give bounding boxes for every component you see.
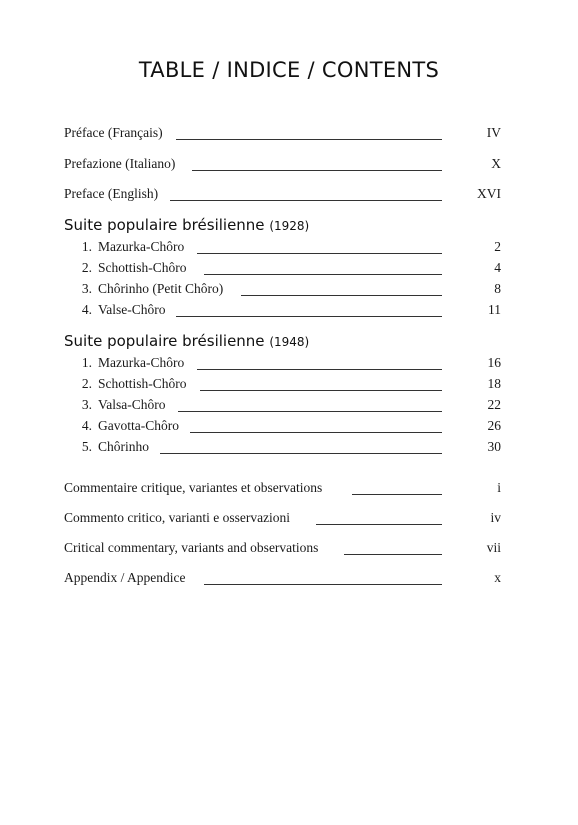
toc-page-number: 30 bbox=[487, 439, 501, 454]
toc-page-number: 2 bbox=[494, 239, 501, 254]
toc-entry-number: 1. bbox=[81, 355, 92, 370]
toc-entry-label: Preface (English) bbox=[64, 186, 159, 201]
section-title: Suite populaire brésilienne bbox=[64, 216, 265, 234]
toc-page-number: XVI bbox=[477, 186, 501, 201]
section-heading-suite-1928 bbox=[64, 216, 309, 234]
toc-entry-number: 5. bbox=[81, 439, 92, 454]
toc-page-number: i bbox=[497, 480, 501, 495]
leader-line bbox=[190, 432, 442, 433]
toc-page-number: vii bbox=[486, 540, 501, 555]
toc-entry-label: Chôrinho bbox=[98, 439, 150, 454]
toc-entry-label: Gavotta-Chôro bbox=[98, 418, 179, 433]
toc-entry-label: Commentaire critique, variantes et observations bbox=[64, 480, 323, 495]
toc-entry-label: Valsa-Chôro bbox=[98, 397, 166, 412]
toc-page-number: 18 bbox=[487, 376, 501, 391]
toc-page-number: 16 bbox=[487, 355, 501, 370]
toc-entry-number: 4. bbox=[81, 302, 92, 317]
toc-entry-number: 4. bbox=[81, 418, 92, 433]
toc-page-number: IV bbox=[486, 125, 501, 140]
leader-line bbox=[316, 524, 442, 525]
toc-entry-label: Prefazione (Italiano) bbox=[64, 156, 176, 171]
toc-entry-number: 2. bbox=[81, 260, 92, 275]
toc-entry-label: Préface (Français) bbox=[64, 125, 163, 140]
leader-line bbox=[200, 390, 442, 391]
toc-page-number: 26 bbox=[487, 418, 501, 433]
toc-entry-number: 3. bbox=[81, 281, 92, 296]
toc-entry-label: Critical commentary, variants and observations bbox=[64, 540, 319, 555]
section-year: (1948) bbox=[269, 335, 310, 349]
leader-line bbox=[204, 584, 442, 585]
toc-page-number: 4 bbox=[494, 260, 501, 275]
toc-entry-label: Schottish-Chôro bbox=[98, 376, 187, 391]
section-title: Suite populaire brésilienne bbox=[64, 332, 265, 350]
toc-entry-label: Chôrinho (Petit Chôro) bbox=[98, 281, 224, 296]
toc-entry-label: Schottish-Chôro bbox=[98, 260, 187, 275]
section-heading-suite-1948 bbox=[64, 332, 309, 350]
toc-page-number: 11 bbox=[488, 302, 501, 317]
leader-line bbox=[178, 411, 442, 412]
leader-line bbox=[344, 554, 442, 555]
toc-entry-label: Appendix / Appendice bbox=[64, 570, 186, 585]
leader-line bbox=[176, 139, 442, 140]
leader-line bbox=[204, 274, 442, 275]
leader-line bbox=[160, 453, 442, 454]
leader-line bbox=[352, 494, 442, 495]
leader-line bbox=[170, 200, 442, 201]
toc-page-number: X bbox=[491, 156, 501, 171]
toc-entry-label: Valse-Chôro bbox=[98, 302, 166, 317]
toc-entry-label: Mazurka-Chôro bbox=[98, 239, 185, 254]
leader-line bbox=[176, 316, 442, 317]
toc-entry-label: Mazurka-Chôro bbox=[98, 355, 185, 370]
leader-line bbox=[197, 369, 442, 370]
toc-page-number: x bbox=[494, 570, 501, 585]
toc-page-number: 8 bbox=[494, 281, 501, 296]
leader-line bbox=[192, 170, 442, 171]
leader-line bbox=[197, 253, 442, 254]
leader-line bbox=[241, 295, 442, 296]
toc-page-number: 22 bbox=[487, 397, 501, 412]
toc-entry-number: 3. bbox=[81, 397, 92, 412]
toc-entry-number: 2. bbox=[81, 376, 92, 391]
page-title: TABLE / INDICE / CONTENTS bbox=[138, 58, 440, 82]
section-year: (1928) bbox=[269, 219, 310, 233]
toc-entry-label: Commento critico, varianti e osservazioni bbox=[64, 510, 291, 525]
toc-page-number: iv bbox=[490, 510, 501, 525]
toc-entry-number: 1. bbox=[81, 239, 92, 254]
